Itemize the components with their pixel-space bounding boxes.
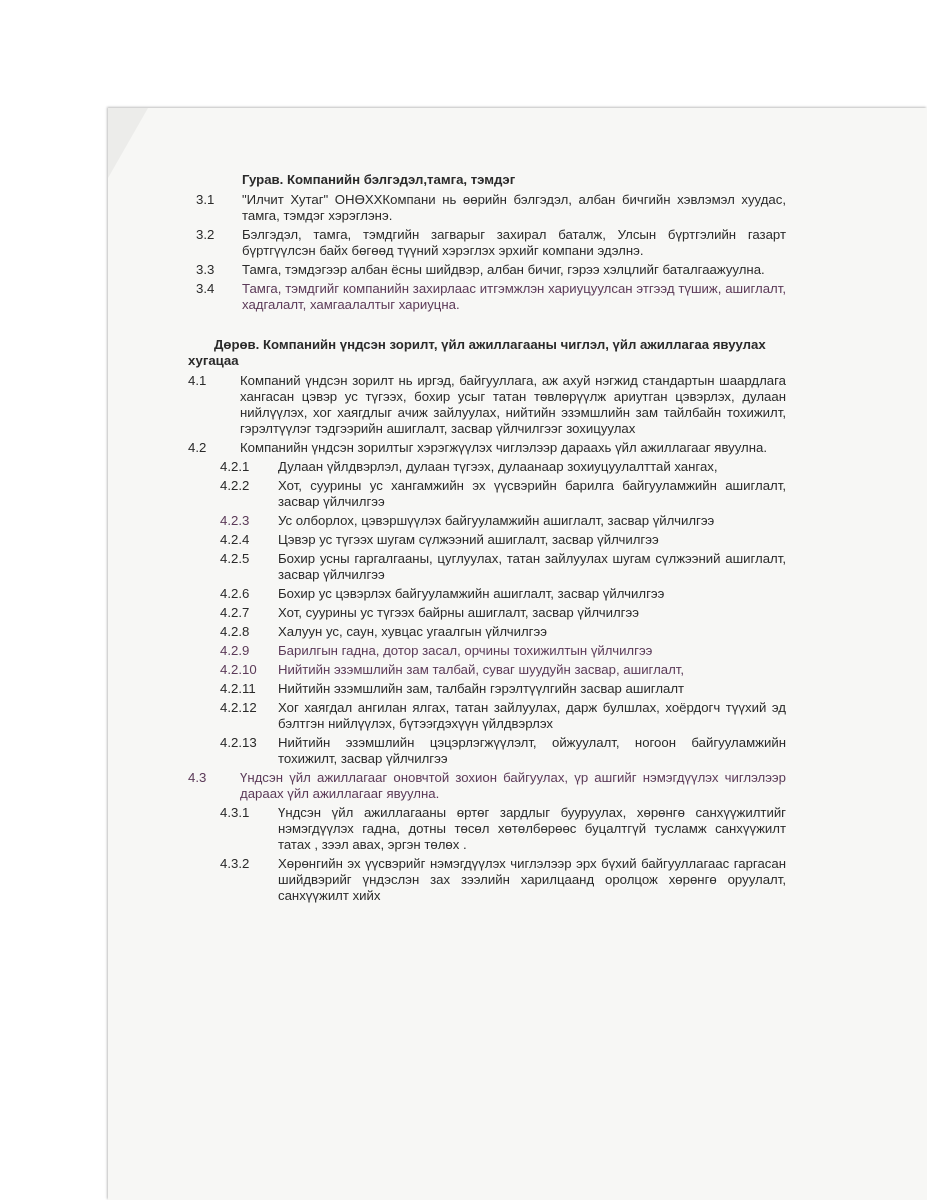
clause-number: 4.2.13 — [220, 735, 257, 750]
clause-number: 4.2.2 — [220, 478, 250, 493]
clause-4-2-9 — [196, 643, 786, 659]
clause-text: Халуун ус, саун, хувцас угаалгын үйлчилгээ — [278, 624, 547, 639]
clause-4-2-5 — [196, 551, 786, 583]
clause-3-1 — [196, 192, 786, 224]
clause-text: Бохир усны гаргалгааны, цуглуулах, татан зайлуулах шугам сүлжээний ашиглалт, засвар үйлчилгээ — [278, 551, 786, 582]
clause-4-2-6 — [196, 586, 786, 602]
clause-4-2-13 — [196, 735, 786, 767]
clause-number: 4.2.12 — [220, 700, 257, 715]
clause-4-2-2 — [196, 478, 786, 510]
clause-text: Хот, суурины ус хангамжийн эх үүсвэрийн барилга байгууламжийн ашиглалт, засвар үйлчилгээ — [278, 478, 786, 509]
clause-text: Компаний үндсэн зорилт нь иргэд, байгууллага, аж ахуй нэгжид стандартын шаардлага хангасан цэвэр ус түгээх, бохир усыг татан төвлөрүүлж ариутган цэвэрлэх, дулаан нийлүүлэх, хог хаягдлыг ачиж зайлуулах, нийтийн эзэмшлийн зам тайлбайн тохижилт, гэрэлтүүлэг тэдгээрийн ашиглалт, засвар үйлчилгээг зохицуулах — [240, 373, 786, 436]
clause-number: 4.3.2 — [220, 856, 250, 871]
clause-4-2-12 — [196, 700, 786, 732]
clause-number: 4.2.1 — [220, 459, 250, 474]
clause-number: 3.1 — [196, 192, 215, 207]
clause-4-2-8 — [196, 624, 786, 640]
section-3-heading: Гурав. Компанийн бэлгэдэл,тамга, тэмдэг — [242, 172, 516, 187]
clause-number: 3.4 — [196, 281, 215, 296]
clause-number: 4.2.10 — [220, 662, 257, 677]
clause-4-2-11 — [196, 681, 786, 697]
clause-text: Цэвэр ус түгээх шугам сүлжээний ашиглалт, засвар үйлчилгээ — [278, 532, 659, 547]
section-4-heading: Дөрөв. Компанийн үндсэн зорилт, үйл ажиллагааны чиглэл, үйл ажиллагаа явуулах хугацаа — [188, 337, 766, 368]
clause-4-1 — [188, 373, 786, 437]
clause-number: 4.2.3 — [220, 513, 250, 528]
clause-text: Хог хаягдал ангилан ялгах, татан зайлуулах, дарж булшлах, хоёрдогч түүхий эд бэлтгэн нийлүүлэх, бүтээгдэхүүн үйлдвэрлэх — [278, 700, 786, 731]
clause-4-2-7 — [196, 605, 786, 621]
clause-text: Нийтийн эзэмшлийн цэцэрлэгжүүлэлт, ойжуулалт, ногоон байгууламжийн тохижилт, засвар үйлчилгээ — [278, 735, 786, 766]
paper-corner-fold — [108, 108, 148, 178]
clause-number: 4.3.1 — [220, 805, 250, 820]
clause-number: 4.3 — [188, 770, 207, 785]
clause-number: 4.2.6 — [220, 586, 250, 601]
clause-text: Компанийн үндсэн зорилтыг хэрэгжүүлэх чиглэлээр дараахь үйл ажиллагааг явуулна. — [240, 440, 768, 455]
clause-text: Бэлгэдэл, тамга, тэмдгийн загварыг захирал баталж, Улсын бүртгэлийн газарт бүртгүүлсэн байх бөгөөд түүний хэрэглэх эрхийг компани эдэлнэ. — [242, 227, 786, 258]
clause-number: 3.2 — [196, 227, 215, 242]
clause-3-4 — [196, 281, 786, 313]
clause-4-3-2 — [196, 856, 786, 904]
clause-3-2 — [196, 227, 786, 259]
clause-4-2-1 — [196, 459, 786, 475]
clause-text: Тамга, тэмдгийг компанийн захирлаас итгэмжлэн хариуцуулсан этгээд түшиж, ашиглалт, хадгалалт, хамгаалалтыг хариуцна. — [242, 281, 786, 312]
clause-text: "Илчит Хутаг" ОНӨХХКомпани нь өөрийн бэлгэдэл, албан бичгийн хэвлэмэл хуудас, тамга, тэмдэг хэрэглэнэ. — [242, 192, 786, 223]
clause-4-2-4 — [196, 532, 786, 548]
document-body — [188, 172, 786, 907]
clause-text: Нийтийн эзэмшлийн зам, талбайн гэрэлтүүлгийн засвар ашиглалт — [278, 681, 685, 696]
clause-number: 4.2.8 — [220, 624, 250, 639]
clause-text: Үндсэн үйл ажиллагааны өртөг зардлыг бууруулах, хөрөнгө санхүүжилтийг нэмэгдүүлэх гадна, дотны төсөл хөтөлбөрөөс буцалтгүй тусламж санхүүжилт татах , зээл авах, эргэн төлөх . — [278, 805, 786, 852]
clause-text: Үндсэн үйл ажиллагааг оновчтой зохион байгуулах, үр ашгийг нэмэгдүүлэх чиглэлээр дараах үйл ажиллагааг явуулна. — [240, 770, 786, 801]
clause-number: 4.2.5 — [220, 551, 250, 566]
clause-4-2-3 — [196, 513, 786, 529]
clause-text: Ус олборлох, цэвэршүүлэх байгууламжийн ашиглалт, засвар үйлчилгээ — [278, 513, 715, 528]
clause-number: 4.1 — [188, 373, 207, 388]
clause-4-2-10 — [196, 662, 786, 678]
clause-text: Хөрөнгийн эх үүсвэрийг нэмэгдүүлэх чиглэлээр эрх бүхий байгууллагаас гаргасан шийдвэрийг үндэслэн зах зээлийн харилцаанд оролцож хөрөнгө оруулалт, санхүүжилт хийх — [278, 856, 786, 903]
clause-number: 4.2 — [188, 440, 207, 455]
clause-text: Бохир ус цэвэрлэх байгууламжийн ашиглалт, засвар үйлчилгээ — [278, 586, 665, 601]
clause-number: 4.2.4 — [220, 532, 250, 547]
clause-text: Нийтийн эзэмшлийн зам талбай, суваг шуудуйн засвар, ашиглалт, — [278, 662, 685, 677]
clause-3-3 — [196, 262, 786, 278]
clause-text: Барилгын гадна, дотор засал, орчины тохижилтын үйлчилгээ — [278, 643, 653, 658]
clause-text: Тамга, тэмдэгээр албан ёсны шийдвэр, албан бичиг, гэрээ хэлцлийг баталгаажуулна. — [242, 262, 765, 277]
clause-number: 4.2.9 — [220, 643, 250, 658]
clause-number: 3.3 — [196, 262, 215, 277]
clause-number: 4.2.7 — [220, 605, 250, 620]
clause-text: Дулаан үйлдвэрлэл, дулаан түгээх, дулаанаар зохиуцуулалттай хангах, — [278, 459, 718, 474]
clause-text: Хот, суурины ус түгээх байрны ашиглалт, засвар үйлчилгээ — [278, 605, 639, 620]
clause-4-3-1 — [196, 805, 786, 853]
clause-number: 4.2.11 — [220, 681, 256, 696]
clause-4-2 — [188, 440, 786, 456]
clause-4-3 — [188, 770, 786, 802]
